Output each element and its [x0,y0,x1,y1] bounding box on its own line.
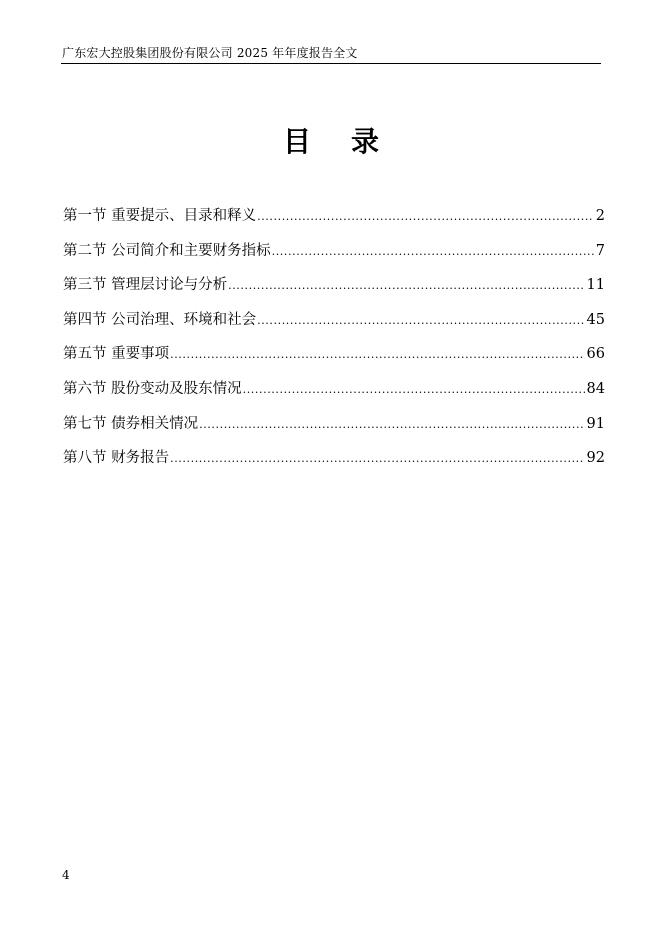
toc-entry-section-3[interactable] [63,273,605,308]
dot-leader [257,205,594,229]
toc-entry-page: 84 [586,380,605,397]
toc-entry-section-1[interactable] [63,204,605,239]
toc-entry-page: 92 [586,450,605,467]
toc-entry-label: 第八节 财务报告 [63,450,170,467]
table-of-contents [63,204,605,481]
toc-entry-section-2[interactable] [63,239,605,274]
toc-title: 目录 [282,125,419,158]
page-number: 4 [62,868,70,882]
toc-entry-page: 91 [586,415,605,432]
dot-leader [272,240,594,264]
toc-entry-page: 2 [595,208,605,224]
toc-entry-label: 第二节 公司简介和主要财务指标 [63,242,271,259]
dot-leader [199,413,584,437]
toc-entry-section-7[interactable] [63,412,605,447]
toc-entry-label: 第六节 股份变动及股东情况 [63,380,242,397]
toc-entry-label: 第一节 重要提示、目录和释义 [63,208,257,224]
running-header: 广东宏大控股集团股份有限公司 2025 年年度报告全文 [62,46,358,60]
toc-entry-page: 66 [586,346,605,363]
toc-entry-label: 第七节 债券相关情况 [63,415,199,432]
toc-entry-section-4[interactable] [63,308,605,343]
toc-entry-label: 第五节 重要事项 [63,346,170,363]
header-divider [61,63,601,64]
toc-entry-section-6[interactable] [63,377,605,412]
dot-leader [170,447,584,471]
dot-leader [228,274,584,298]
toc-entry-label: 第三节 管理层讨论与分析 [63,277,228,294]
toc-entry-section-5[interactable] [63,342,605,377]
toc-entry-label: 第四节 公司治理、环境和社会 [63,311,257,328]
toc-entry-section-8[interactable] [63,446,605,481]
toc-entry-page: 7 [595,242,605,259]
dot-leader [257,309,584,333]
dot-leader [170,343,584,367]
toc-entry-page: 11 [586,277,605,294]
dot-leader [243,378,585,402]
toc-entry-page: 45 [586,311,605,328]
